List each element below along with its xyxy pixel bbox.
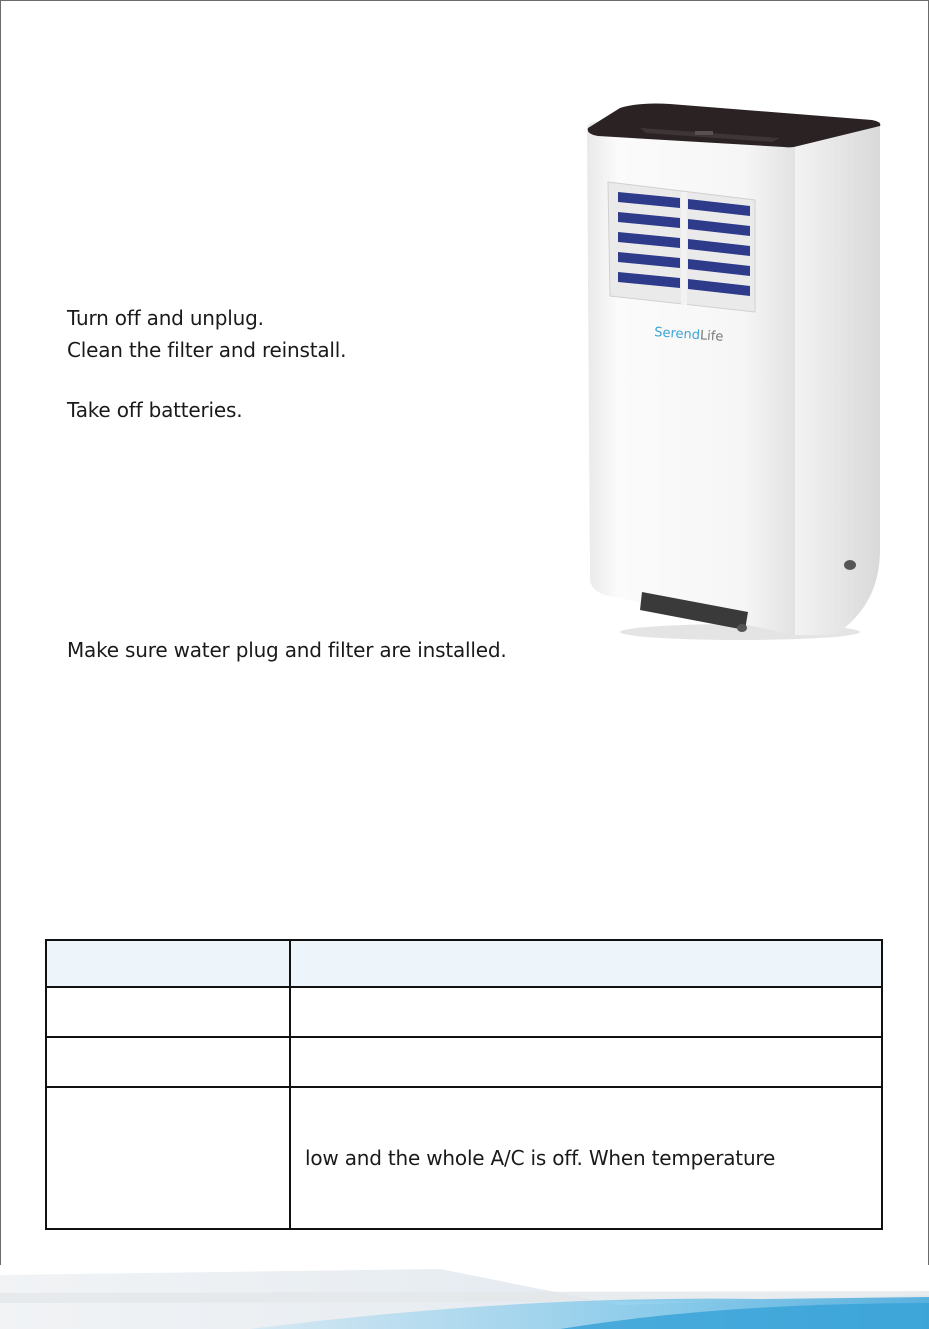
table-cell	[46, 987, 290, 1037]
table-header-cell	[46, 940, 290, 987]
table-header-row	[46, 940, 882, 987]
instruction-turn-off: Turn off and unplug.	[67, 306, 264, 330]
instruction-water-plug: Make sure water plug and filter are installed.	[67, 638, 507, 662]
table-cell	[290, 987, 882, 1037]
table-cell: low and the whole A/C is off. When temperature	[290, 1087, 882, 1229]
table-header-cell	[290, 940, 882, 987]
troubleshooting-table	[45, 939, 883, 1230]
table-cell	[290, 1037, 882, 1087]
portable-air-conditioner-image	[580, 100, 890, 645]
table-row	[46, 987, 882, 1037]
instruction-batteries: Take off batteries.	[67, 398, 243, 422]
svg-text:SerendLife: SerendLife	[653, 325, 724, 345]
instruction-clean-filter: Clean the filter and reinstall.	[67, 338, 347, 362]
table-row	[46, 1087, 882, 1229]
footer-decorative-band	[0, 1265, 929, 1329]
table-cell	[46, 1037, 290, 1087]
table-row	[46, 1037, 882, 1087]
table-cell	[46, 1087, 290, 1229]
